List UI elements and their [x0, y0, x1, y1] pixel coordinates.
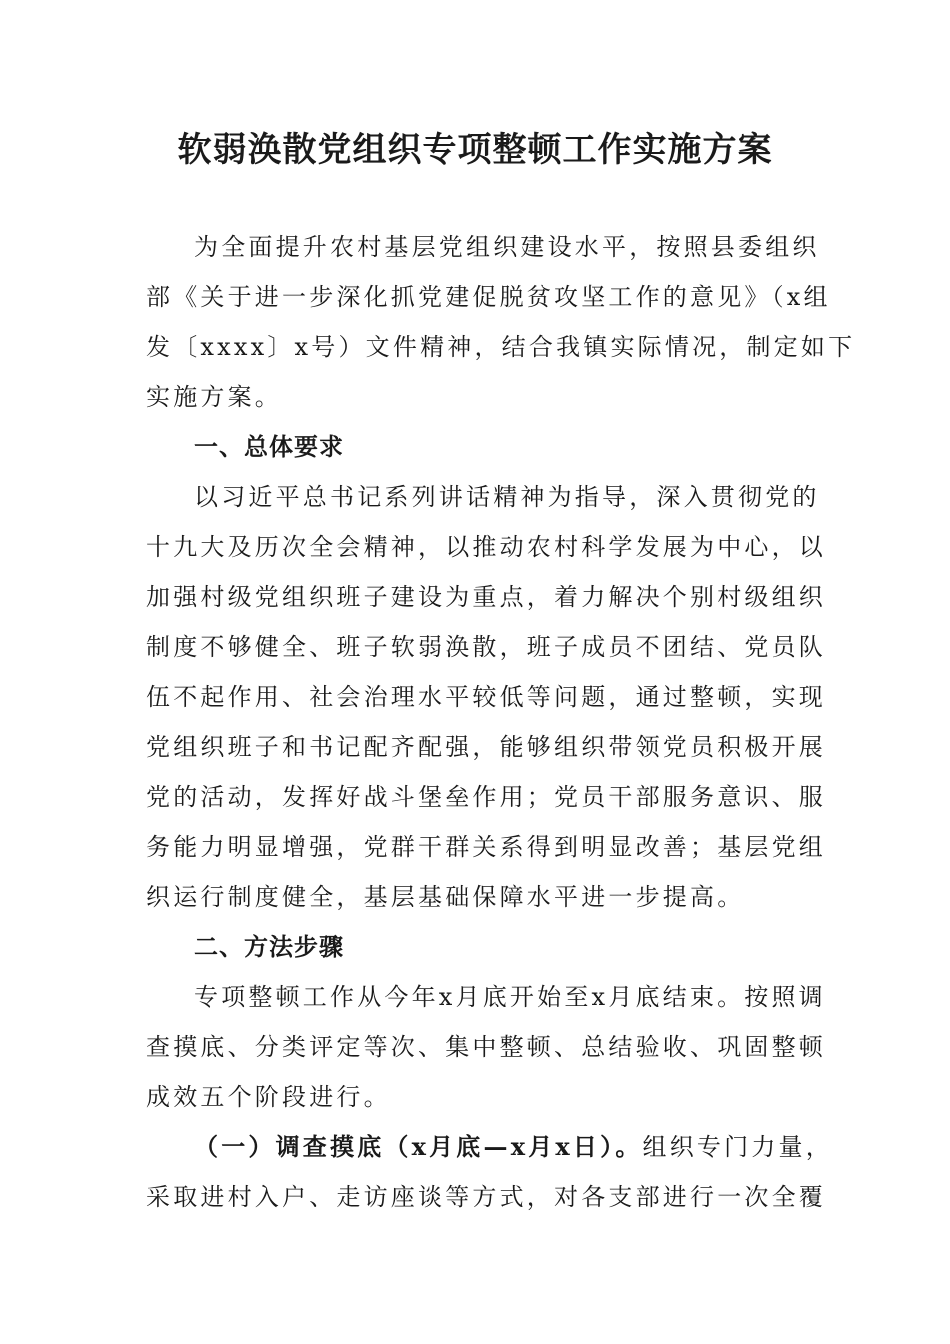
subsection-text: 组织专门力量，: [642, 1133, 833, 1161]
document-title: 软弱涣散党组织专项整顿工作实施方案: [177, 130, 773, 170]
paragraph-line: 采取进村入户、走访座谈等方式，对各支部进行一次全覆: [146, 1183, 826, 1211]
section-heading: 一、总体要求: [194, 433, 344, 461]
paragraph-line: 党组织班子和书记配齐配强，能够组织带领党员积极开展: [146, 733, 826, 761]
section-heading: 二、方法步骤: [194, 933, 344, 961]
paragraph-line: 党的活动，发挥好战斗堡垒作用；党员干部服务意识、服: [146, 783, 826, 811]
paragraph-line: 伍不起作用、社会治理水平较低等问题，通过整顿，实现: [146, 683, 826, 711]
paragraph-line: 专项整顿工作从今年x月底开始至x月底结束。按照调: [194, 983, 826, 1011]
paragraph-line: 加强村级党组织班子建设为重点，着力解决个别村级组织: [146, 583, 826, 611]
paragraph-line: 制度不够健全、班子软弱涣散，班子成员不团结、党员队: [146, 633, 826, 661]
paragraph-line: 十九大及历次全会精神，以推动农村科学发展为中心，以: [146, 533, 826, 561]
paragraph-line: 实施方案。: [146, 383, 282, 411]
paragraph-line: [146, 1122, 833, 1172]
paragraph-line: 务能力明显增强，党群干群关系得到明显改善；基层党组: [146, 833, 826, 861]
paragraph-line: 以习近平总书记系列讲话精神为指导，深入贯彻党的: [194, 483, 820, 511]
paragraph-line: 成效五个阶段进行。: [146, 1083, 391, 1111]
paragraph-line: 发〔xxxx〕x号）文件精神，结合我镇实际情况，制定如下: [146, 333, 856, 361]
subsection-lead: （一）调查摸底（x月底—x月x日）。: [194, 1132, 643, 1161]
paragraph-line: 织运行制度健全，基层基础保障水平进一步提高。: [146, 883, 745, 911]
paragraph-line: 查摸底、分类评定等次、集中整顿、总结验收、巩固整顿: [146, 1033, 826, 1061]
paragraph-line: 为全面提升农村基层党组织建设水平，按照县委组织: [194, 233, 820, 261]
paragraph-line: 部《关于进一步深化抓党建促脱贫攻坚工作的意见》（x组: [146, 283, 831, 311]
document-body: [146, 222, 856, 1222]
